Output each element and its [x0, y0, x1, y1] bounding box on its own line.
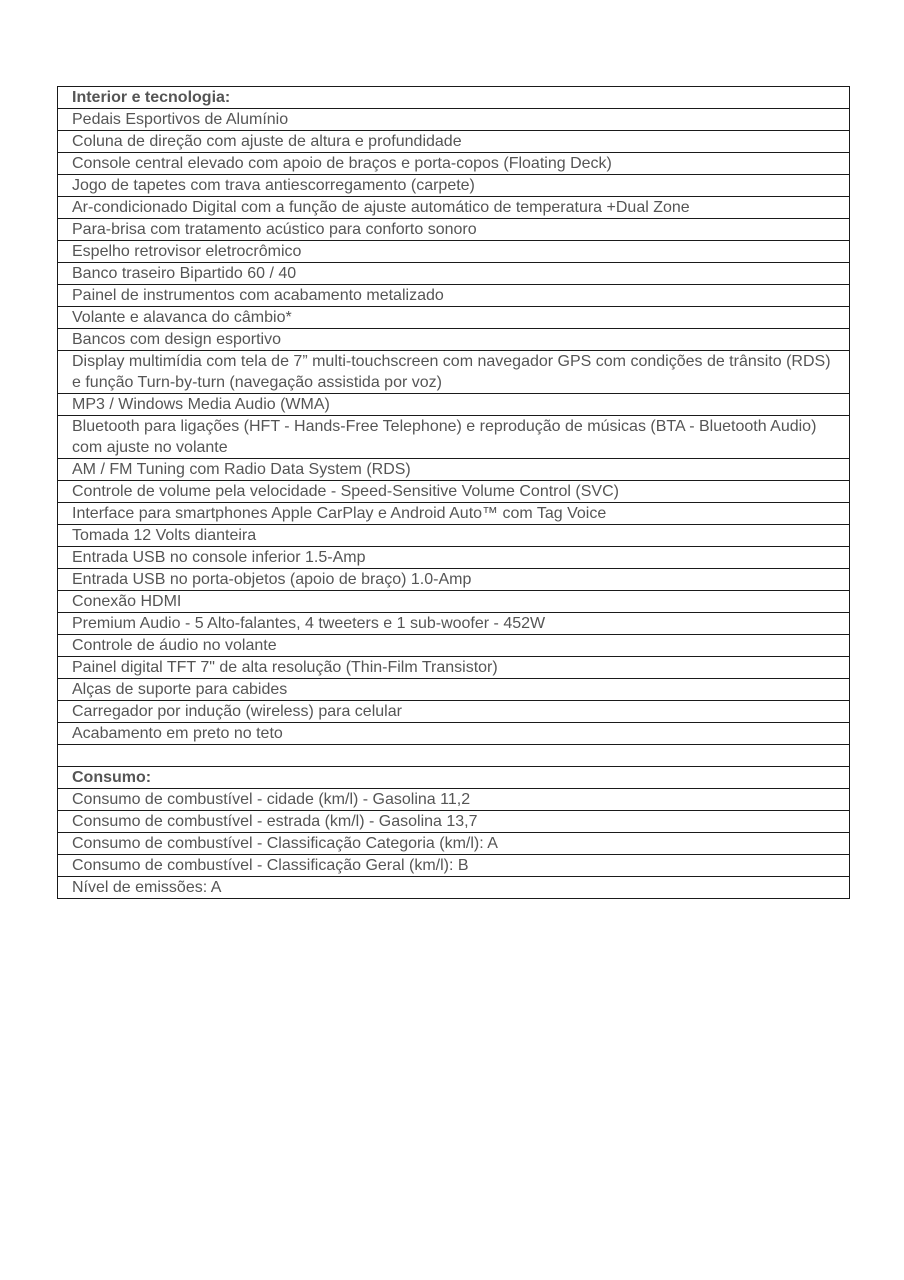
spec-row: [58, 481, 850, 503]
spec-cell: Alças de suporte para cabides: [58, 679, 850, 701]
spec-row: [58, 591, 850, 613]
spec-row: [58, 329, 850, 351]
spec-cell: Console central elevado com apoio de braços e porta-copos (Floating Deck): [58, 153, 850, 175]
spec-row: [58, 459, 850, 481]
spec-row: [58, 351, 850, 394]
spec-row: [58, 285, 850, 307]
spec-cell: Consumo de combustível - cidade (km/l) - Gasolina 11,2: [58, 789, 850, 811]
spec-cell: Painel digital TFT 7" de alta resolução (Thin-Film Transistor): [58, 657, 850, 679]
spec-cell: Controle de volume pela velocidade - Speed-Sensitive Volume Control (SVC): [58, 481, 850, 503]
spec-cell: Volante e alavanca do câmbio*: [58, 307, 850, 329]
spec-row: [58, 525, 850, 547]
spec-cell: Ar-condicionado Digital com a função de ajuste automático de temperatura +Dual Zone: [58, 197, 850, 219]
spec-cell: Painel de instrumentos com acabamento metalizado: [58, 285, 850, 307]
spec-row: [58, 394, 850, 416]
spec-row: [58, 175, 850, 197]
spec-cell: Tomada 12 Volts dianteira: [58, 525, 850, 547]
spec-row: [58, 307, 850, 329]
spec-cell: Bluetooth para ligações (HFT - Hands-Free Telephone) e reprodução de músicas (BTA - Bluetooth Audio) com ajuste no volante: [58, 416, 850, 459]
spec-cell: Entrada USB no porta-objetos (apoio de braço) 1.0-Amp: [58, 569, 850, 591]
spec-cell: Interface para smartphones Apple CarPlay e Android Auto™ com Tag Voice: [58, 503, 850, 525]
spec-row: [58, 657, 850, 679]
spec-row: [58, 679, 850, 701]
spec-row: [58, 219, 850, 241]
spec-row: [58, 613, 850, 635]
spec-cell: Jogo de tapetes com trava antiescorregamento (carpete): [58, 175, 850, 197]
spec-row: [58, 701, 850, 723]
section-header-row: [58, 87, 850, 109]
spec-cell: Bancos com design esportivo: [58, 329, 850, 351]
spec-cell: Nível de emissões: A: [58, 877, 850, 899]
spec-row: [58, 635, 850, 657]
spec-row: [58, 109, 850, 131]
spec-row: [58, 241, 850, 263]
spec-row: [58, 811, 850, 833]
spec-row: [58, 197, 850, 219]
spec-cell: Conexão HDMI: [58, 591, 850, 613]
spec-cell: Coluna de direção com ajuste de altura e profundidade: [58, 131, 850, 153]
spec-cell: Controle de áudio no volante: [58, 635, 850, 657]
section-header-cell: Interior e tecnologia:: [58, 87, 850, 109]
spec-row: [58, 153, 850, 175]
spec-cell: Espelho retrovisor eletrocrômico: [58, 241, 850, 263]
spec-cell: [58, 745, 850, 767]
spec-cell: Carregador por indução (wireless) para celular: [58, 701, 850, 723]
spec-row: [58, 723, 850, 745]
spec-row: [58, 833, 850, 855]
spec-cell: Display multimídia com tela de 7” multi-touchscreen com navegador GPS com condições de trânsito (RDS) e função Turn-by-turn (navegação assistida por voz): [58, 351, 850, 394]
spec-cell: MP3 / Windows Media Audio (WMA): [58, 394, 850, 416]
spec-cell: Consumo de combustível - estrada (km/l) - Gasolina 13,7: [58, 811, 850, 833]
spec-row: [58, 547, 850, 569]
spec-cell: Entrada USB no console inferior 1.5-Amp: [58, 547, 850, 569]
spec-row: [58, 789, 850, 811]
spec-table: [57, 86, 850, 899]
section-header-cell: Consumo:: [58, 767, 850, 789]
spec-cell: AM / FM Tuning com Radio Data System (RDS): [58, 459, 850, 481]
spec-table-body: [58, 87, 850, 899]
spec-cell: Consumo de combustível - Classificação Categoria (km/l): A: [58, 833, 850, 855]
spec-cell: Consumo de combustível - Classificação Geral (km/l): B: [58, 855, 850, 877]
spec-cell: Banco traseiro Bipartido 60 / 40: [58, 263, 850, 285]
spec-cell: Premium Audio - 5 Alto-falantes, 4 tweeters e 1 sub-woofer - 452W: [58, 613, 850, 635]
spec-row: [58, 877, 850, 899]
spec-row: [58, 263, 850, 285]
spec-row: [58, 569, 850, 591]
spec-cell: Acabamento em preto no teto: [58, 723, 850, 745]
spacer-row: [58, 745, 850, 767]
spec-row: [58, 855, 850, 877]
spec-row: [58, 416, 850, 459]
spec-cell: Para-brisa com tratamento acústico para conforto sonoro: [58, 219, 850, 241]
spec-row: [58, 503, 850, 525]
spec-row: [58, 131, 850, 153]
spec-cell: Pedais Esportivos de Alumínio: [58, 109, 850, 131]
section-header-row: [58, 767, 850, 789]
